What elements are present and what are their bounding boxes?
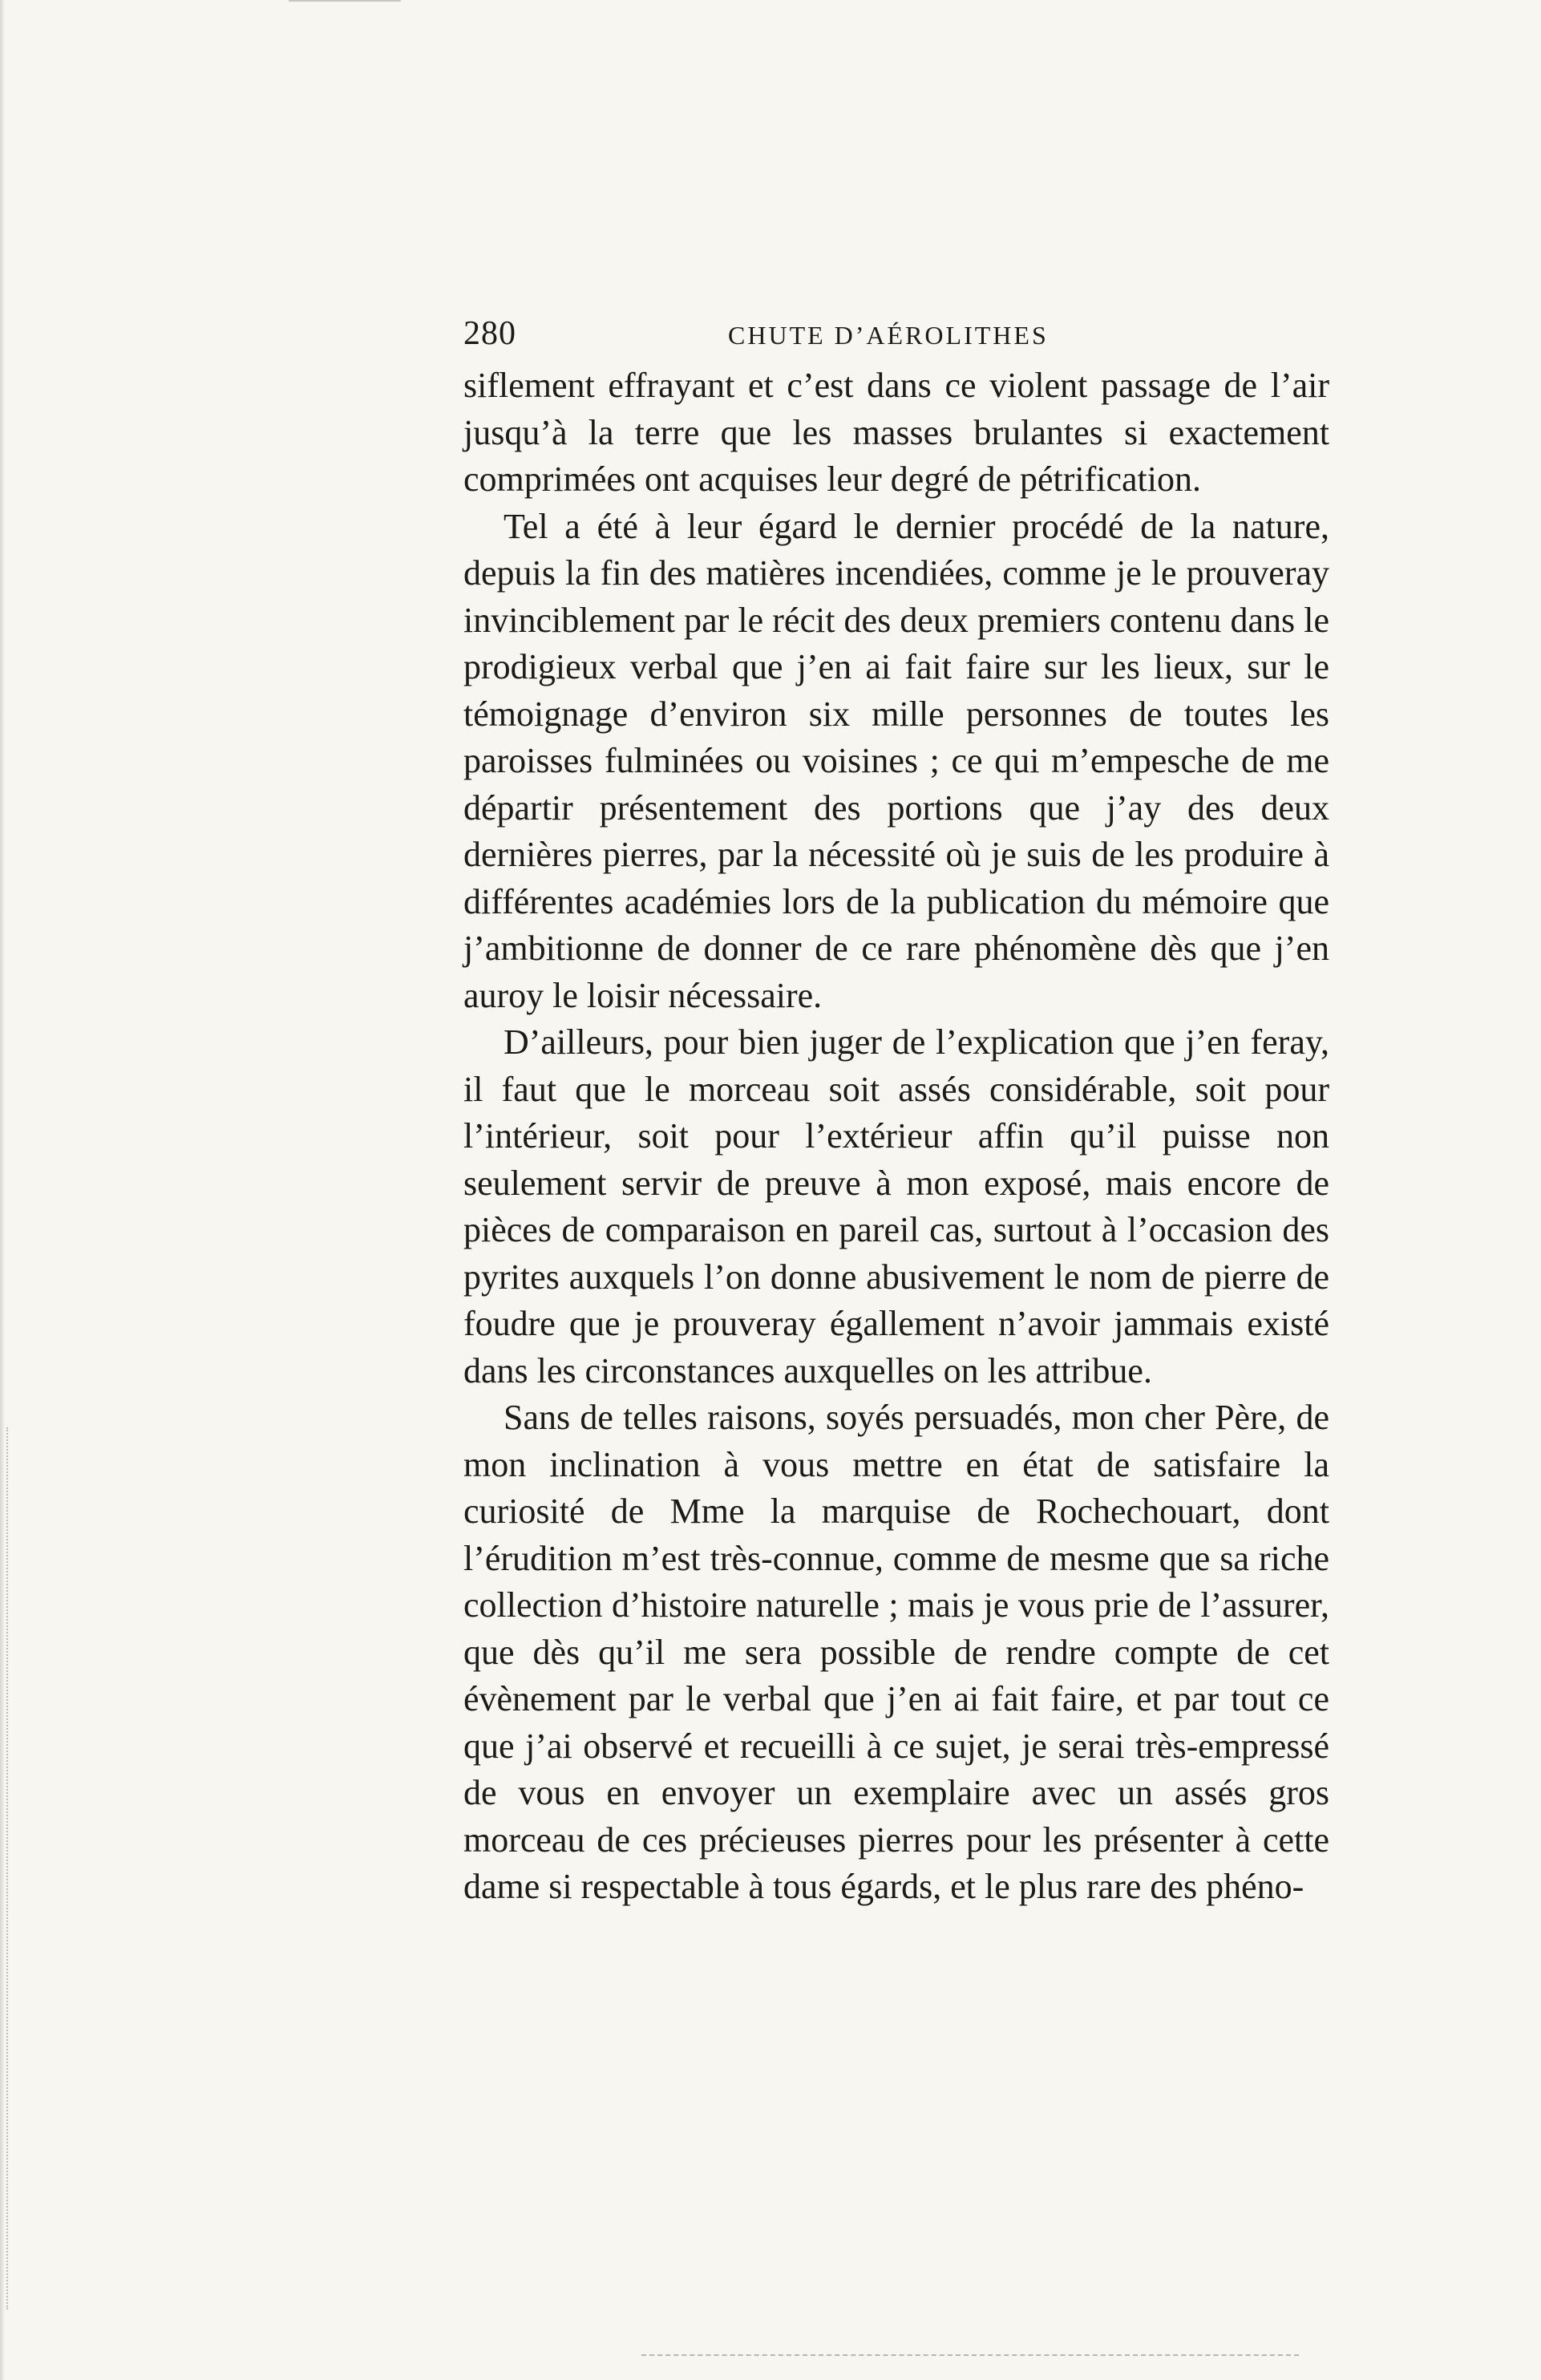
top-rule xyxy=(289,0,401,2)
paragraph-1: siflement effrayant et c’est dans ce violent passage de l’air jusqu’à la terre que les masses brulantes si exactement comprimées ont acquises leur degré de pétrification. xyxy=(463,366,1329,499)
margin-marks xyxy=(6,1427,11,2309)
page-number: 280 xyxy=(463,315,516,352)
running-title: CHUTE D’AÉROLITHES xyxy=(728,321,1049,350)
paragraph-3: D’ailleurs, pour bien juger de l’explication que j’en feray, il faut que le morceau soit assés considérable, soit pour l’intérieur, soit pour l’extérieur affin qu’il puisse non seulement servir de preuve à mon exposé, mais encore de pièces de comparaison en pareil cas, surtout à l’occasion des pyrites auxquels l’on donne abusivement le nom de pierre de foudre que je prouveray égallement n’avoir jammais existé dans les circonstances auxquelles on les attribue. xyxy=(463,1022,1329,1390)
bottom-rule xyxy=(641,2354,1299,2356)
paragraph-4: Sans de telles raisons, soyés persuadés, mon cher Père, de mon inclination à vous mettre en état de satisfaire la curiosité de Mme la marquise de Rochechouart, dont l’érudition m’est très-connue, comme de mesme que sa riche collection d’histoire naturelle ; mais je vous prie de l’assurer, que dès qu’il me sera possible de rendre compte de cet évènement par le verbal que j’en ai fait faire, et par tout ce que j’ai observé et recueilli à ce sujet, je serai très-empressé de vous en envoyer un exemplaire avec un assés gros morceau de ces précieuses pierres pour les présenter à cette dame si respectable à tous égards, et le plus rare des phéno- xyxy=(463,1398,1329,1906)
running-head xyxy=(463,310,1329,358)
paragraph-2: Tel a été à leur égard le dernier procédé de la nature, depuis la fin des matières incendiées, comme je le prouveray invinciblement par le récit des deux premiers contenu dans le prodigieux verbal que j’en ai fait faire sur les lieux, sur le témoignage d’environ six mille personnes de toutes les paroisses fulminées ou voisines ; ce qui m’empesche de me départir présentement des portions que j’ay des deux dernières pierres, par la nécessité où je suis de les produire à différentes académies lors de la publication du mémoire que j’ambitionne de donner de ce rare phénomène dès que j’en auroy le loisir nécessaire. xyxy=(463,506,1329,1015)
page-edge-shadow xyxy=(0,0,5,2380)
body-text xyxy=(463,362,1329,1911)
